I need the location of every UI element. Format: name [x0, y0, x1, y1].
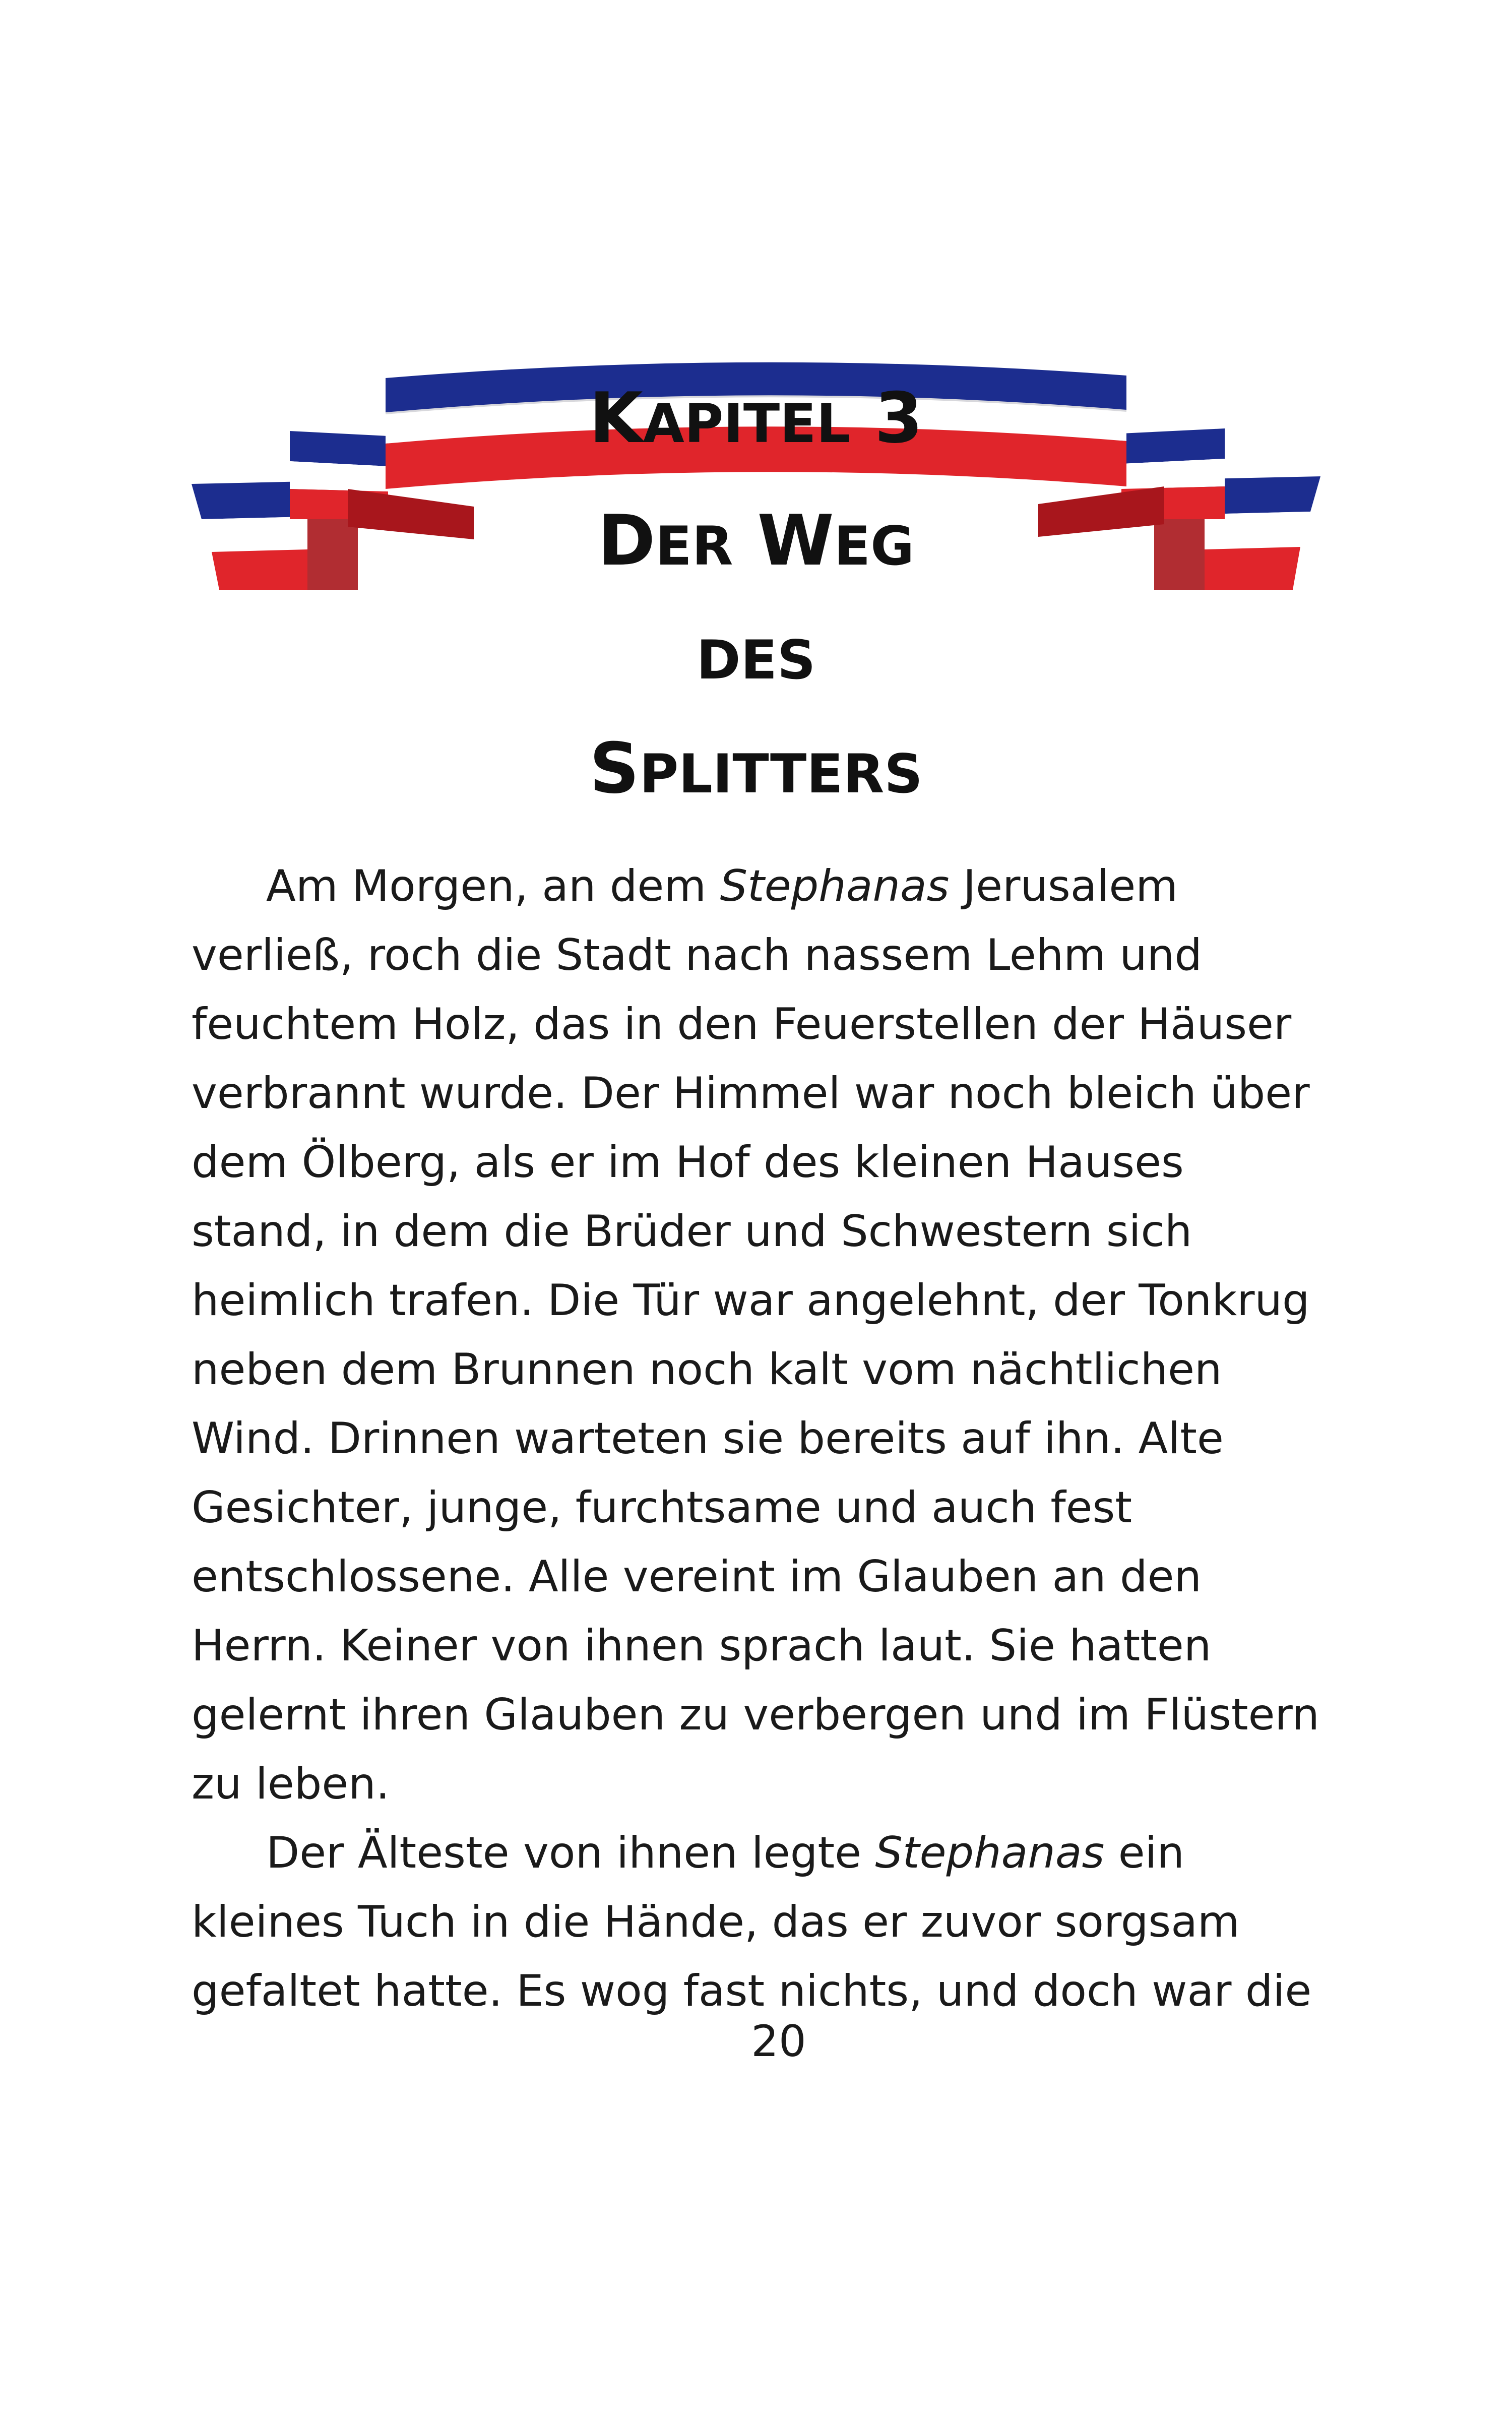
chapter-title-initial-2: W: [757, 500, 834, 581]
paragraph: [192, 852, 1331, 1819]
character-name: Stephanas: [720, 861, 950, 911]
body-text: [192, 852, 1331, 2026]
chapter-number: [0, 376, 1512, 467]
paragraph-text: Jerusalem verließ, roch die Stadt nach nassem Lehm und feuchtem Holz, das in den Feuerstellen der Häuser verbrannt wurde. Der Himmel war noch bleich über dem Ölberg, als er im Hof des kleinen Hauses stand, in dem die Brüder und Schwestern sich heimlich trafen. Die Tür war angelehnt, der Tonkrug neben dem Brunnen noch kalt vom nächtlichen Wind. Drinnen warteten sie bereits auf ihn. Alte Gesichter, junge, furchtsame und auch fest entschlossene. Alle vereint im Glauben an den Herrn. Keiner von ihnen sprach laut. Sie hatten gelernt ihren Glauben zu verbergen und im Flüstern zu leben.: [192, 861, 1319, 1809]
character-name: Stephanas: [875, 1828, 1105, 1878]
paragraph-text: ein kleines Tuch in die Hände, das er zuvor sorgsam gefaltet hatte. Es wog fast nichts, und doch war die: [192, 1828, 1312, 2016]
chapter-number-word: APITEL: [643, 393, 851, 455]
chapter-title-rest-3: DES: [696, 629, 816, 691]
chapter-title: [544, 486, 968, 828]
chapter-number-initial: K: [589, 378, 643, 459]
chapter-title-rest-4: PLITTERS: [639, 743, 923, 805]
paragraph-text: Am Morgen, an dem: [266, 861, 720, 911]
chapter-number-digit: 3: [874, 378, 923, 459]
chapter-title-initial-1: D: [597, 500, 656, 581]
page-number: 20: [751, 2016, 806, 2067]
chapter-title-initial-4: S: [589, 728, 640, 809]
paragraph: [192, 1819, 1331, 2026]
chapter-title-rest-1: ER: [655, 515, 733, 577]
chapter-title-rest-2: EG: [834, 515, 915, 577]
paragraph-text: Der Älteste von ihnen legte: [266, 1828, 875, 1878]
